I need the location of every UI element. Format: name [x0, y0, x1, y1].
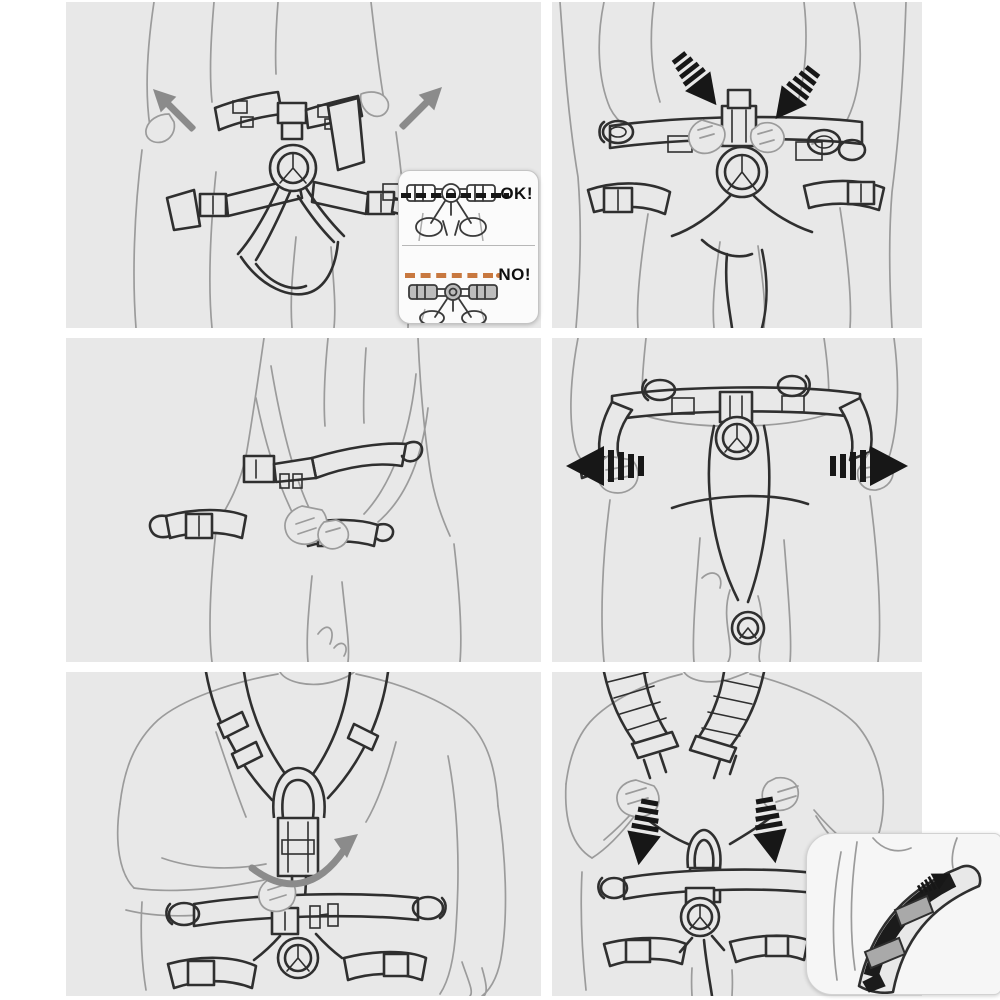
- inset-divider: [402, 245, 535, 246]
- no-dashed-line: [405, 273, 493, 278]
- step-2-illustration: [552, 2, 922, 328]
- body-outline: [210, 338, 461, 662]
- panel-step-4: [552, 338, 922, 662]
- no-label: NO!: [498, 265, 531, 284]
- shoulder-strap-webbing-closeup: [807, 834, 1000, 994]
- up-right-arrow-icon: [393, 79, 450, 136]
- panel-step-2: [552, 2, 922, 328]
- buckle-ok-no-inset: [398, 170, 539, 324]
- step-5-illustration: [66, 672, 541, 996]
- harness-linework: [167, 92, 410, 294]
- strap-linework: [859, 866, 980, 993]
- hatched-down-right-arrow-icon: [665, 46, 729, 115]
- ok-label: OK!: [500, 184, 533, 203]
- ok-dashed-line: [401, 193, 501, 198]
- panel-step-5: [66, 672, 541, 996]
- harness-linework: [166, 672, 445, 988]
- shoulder-strap-detail-inset: [806, 833, 1000, 995]
- panel-step-3: [66, 338, 541, 662]
- step-4-illustration: [552, 338, 922, 662]
- right-hand: [361, 92, 389, 116]
- belt-position-no-diagram: [405, 281, 501, 323]
- step-3-illustration: [66, 338, 541, 662]
- harness-linework: [580, 376, 892, 644]
- belt-position-ok-diagram: [403, 177, 499, 241]
